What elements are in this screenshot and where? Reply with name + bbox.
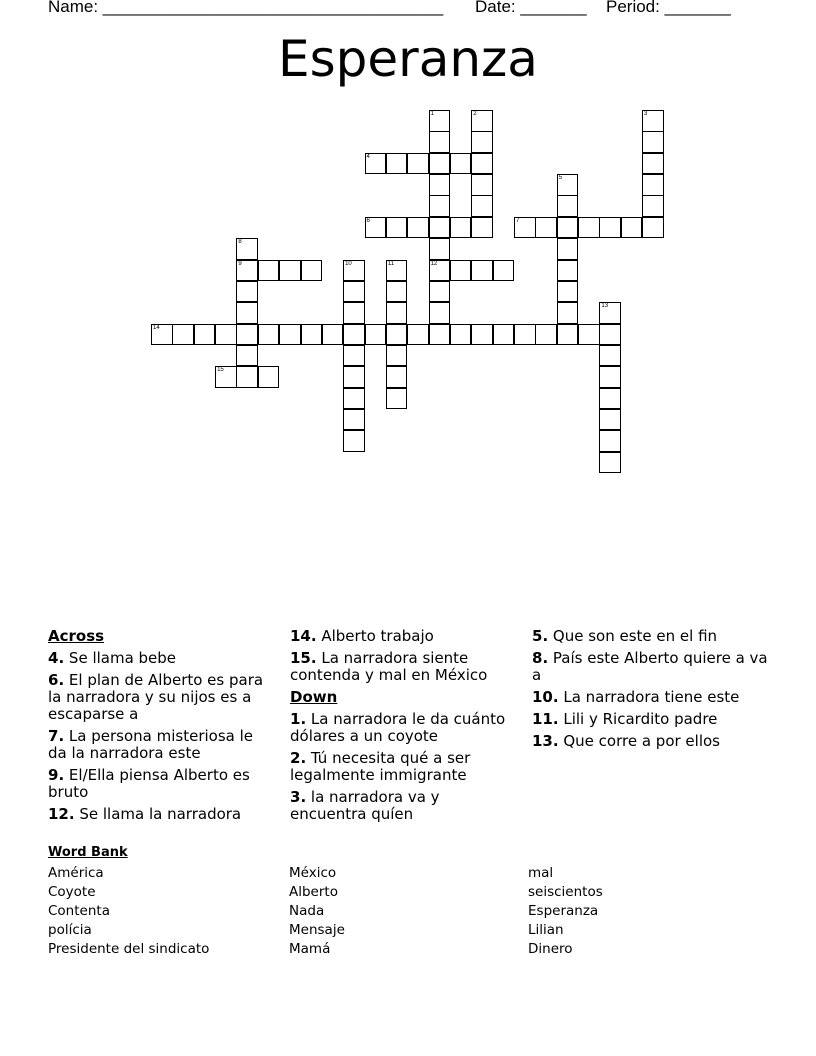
crossword-cell[interactable] [599, 345, 621, 367]
word-bank-item: Mensaje [289, 922, 345, 938]
crossword-cell[interactable] [236, 281, 258, 303]
crossword-cell[interactable] [514, 217, 536, 239]
crossword-cell[interactable] [343, 302, 365, 324]
crossword-cell[interactable] [343, 366, 365, 388]
word-bank-item: mal [528, 865, 554, 881]
crossword-cell[interactable] [429, 324, 451, 346]
crossword-cell[interactable] [215, 366, 237, 388]
crossword-cell[interactable] [343, 324, 365, 346]
crossword-cell[interactable] [386, 302, 408, 324]
crossword-cell[interactable] [343, 281, 365, 303]
word-bank-item: Esperanza [528, 903, 599, 919]
crossword-cell[interactable] [429, 110, 451, 132]
crossword-cell[interactable] [471, 195, 493, 217]
word-bank-item: Contenta [48, 903, 110, 919]
clue-down-1: 1. La narradora le da cuánto dólares a un coyote [290, 710, 506, 745]
crossword-cell[interactable] [621, 217, 643, 239]
word-bank-item: Mamá [289, 941, 331, 957]
crossword-cell[interactable] [258, 260, 280, 282]
crossword-cell[interactable] [386, 153, 408, 175]
crossword-cell[interactable] [599, 324, 621, 346]
clue-across-6: 6. El plan de Alberto es para la narradora y su nijos es a escaparse a [48, 671, 264, 723]
crossword-cell[interactable] [599, 302, 621, 324]
word-bank-item: seiscientos [528, 884, 603, 900]
crossword-cell[interactable] [429, 131, 451, 153]
crossword-cell[interactable] [194, 324, 216, 346]
clue-number: 15 [217, 367, 224, 374]
crossword-cell[interactable] [471, 217, 493, 239]
clue-number: 4 [366, 153, 370, 160]
crossword-cell[interactable] [386, 324, 408, 346]
crossword-cell[interactable] [599, 409, 621, 431]
word-bank-item: Dinero [528, 941, 573, 957]
crossword-cell[interactable] [386, 281, 408, 303]
crossword-cell[interactable] [557, 281, 579, 303]
crossword-cell[interactable] [578, 217, 600, 239]
crossword-cell[interactable] [258, 366, 280, 388]
crossword-cell[interactable] [365, 153, 387, 175]
clue-number: 9 [238, 260, 242, 267]
crossword-cell[interactable] [471, 174, 493, 196]
word-bank-item: polícia [48, 922, 92, 938]
crossword-cell[interactable] [236, 302, 258, 324]
crossword-cell[interactable] [557, 260, 579, 282]
crossword-cell[interactable] [599, 452, 621, 474]
crossword-cell[interactable] [151, 324, 173, 346]
crossword-cell[interactable] [493, 324, 515, 346]
crossword-cell[interactable] [386, 217, 408, 239]
clue-number: 5 [558, 175, 563, 182]
crossword-cell[interactable] [258, 324, 280, 346]
clues-column-2 [290, 628, 518, 828]
crossword-cell[interactable] [386, 388, 408, 410]
clue-across-15: 15. La narradora siente contenda y mal en México [290, 649, 488, 684]
crossword-cell[interactable] [429, 302, 451, 324]
down-heading: Down [290, 688, 338, 706]
crossword-cell[interactable] [429, 153, 451, 175]
crossword-cell[interactable] [236, 238, 258, 260]
crossword-cell[interactable] [450, 153, 472, 175]
clue-number: 3 [644, 111, 648, 117]
crossword-cell[interactable] [236, 345, 258, 367]
crossword-cell[interactable] [642, 153, 664, 175]
crossword-cell[interactable] [429, 260, 451, 282]
clue-across-4: 4. Se llama bebe [48, 649, 177, 667]
crossword-cell[interactable] [386, 345, 408, 367]
crossword-cell[interactable] [557, 238, 579, 260]
crossword-cell[interactable] [599, 388, 621, 410]
crossword-cell[interactable] [343, 260, 365, 282]
crossword-cell[interactable] [599, 430, 621, 452]
word-bank-column-3 [528, 864, 603, 959]
clue-number: 2 [473, 111, 477, 117]
word-bank-item: América [48, 865, 104, 881]
crossword-cell[interactable] [642, 110, 664, 132]
crossword-cell[interactable] [236, 260, 258, 282]
clues-column-3 [532, 628, 772, 755]
crossword-cell[interactable] [365, 217, 387, 239]
crossword-cell[interactable] [407, 153, 429, 175]
crossword-cell[interactable] [450, 324, 472, 346]
crossword-cell[interactable] [343, 345, 365, 367]
crossword-cell[interactable] [642, 195, 664, 217]
crossword-cell[interactable] [557, 174, 579, 196]
period-field-label: Period: _______ [606, 0, 731, 16]
word-bank-heading: Word Bank [48, 845, 128, 860]
clue-down-11: 11. Lili y Ricardito padre [532, 710, 718, 728]
clue-across-12: 12. Se llama la narradora [48, 805, 242, 823]
clues-column-1 [48, 628, 276, 828]
clue-across-14: 14. Alberto trabajo [290, 627, 434, 645]
crossword-cell[interactable] [407, 324, 429, 346]
crossword-cell[interactable] [493, 260, 515, 282]
word-bank-column-1 [48, 864, 209, 959]
clue-number: 12 [430, 260, 438, 267]
crossword-cell[interactable] [429, 217, 451, 239]
crossword-cell[interactable] [343, 388, 365, 410]
crossword-cell[interactable] [642, 217, 664, 239]
crossword-grid [0, 0, 816, 470]
clue-number: 1 [430, 111, 434, 117]
crossword-cell[interactable] [450, 217, 472, 239]
date-field-label: Date: _______ [475, 0, 587, 16]
crossword-cell[interactable] [578, 324, 600, 346]
clue-number: 6 [366, 217, 370, 224]
crossword-cell[interactable] [279, 324, 301, 346]
clue-across-7: 7. La persona misteriosa le da la narradora este [48, 727, 254, 762]
crossword-cell[interactable] [471, 324, 493, 346]
name-field-label: Name: ____________________________________ [48, 0, 444, 16]
crossword-cell[interactable] [599, 217, 621, 239]
word-bank-item: Alberto [289, 884, 338, 900]
crossword-cell[interactable] [557, 195, 579, 217]
clue-number: 7 [516, 217, 520, 224]
crossword-cell[interactable] [215, 324, 237, 346]
word-bank-column-2 [289, 864, 345, 959]
crossword-cell[interactable] [279, 260, 301, 282]
word-bank-item: México [289, 865, 337, 881]
crossword-cell[interactable] [514, 324, 536, 346]
clue-number: 13 [601, 303, 609, 310]
crossword-cell[interactable] [301, 324, 323, 346]
crossword-cell[interactable] [557, 324, 579, 346]
crossword-cell[interactable] [557, 217, 579, 239]
word-bank-item: Presidente del sindicato [48, 941, 210, 957]
word-bank-item: Coyote [48, 884, 96, 900]
crossword-cell[interactable] [471, 131, 493, 153]
crossword-cell[interactable] [429, 238, 451, 260]
crossword-cell[interactable] [450, 260, 472, 282]
crossword-cell[interactable] [236, 366, 258, 388]
clue-down-3: 3. la narradora va y encuentra quíen [290, 788, 440, 823]
clue-down-10: 10. La narradora tiene este [532, 688, 740, 706]
crossword-cell[interactable] [429, 195, 451, 217]
clue-number: 14 [153, 324, 160, 331]
clue-down-5: 5. Que son este en el fin [532, 627, 718, 645]
clue-number: 11 [387, 260, 395, 267]
crossword-cell[interactable] [642, 131, 664, 153]
crossword-cell[interactable] [599, 366, 621, 388]
clue-down-8: 8. País este Alberto quiere a va a [532, 649, 768, 684]
crossword-cell[interactable] [386, 366, 408, 388]
page-title: Esperanza [278, 30, 538, 88]
crossword-cell[interactable] [535, 324, 557, 346]
clue-down-13: 13. Que corre a por ellos [532, 732, 720, 750]
crossword-cell[interactable] [471, 153, 493, 175]
crossword-cell[interactable] [471, 260, 493, 282]
crossword-cell[interactable] [471, 110, 493, 132]
clue-across-9: 9. El/Ella piensa Alberto es bruto [48, 766, 250, 801]
crossword-cell[interactable] [429, 281, 451, 303]
crossword-cell[interactable] [407, 217, 429, 239]
crossword-cell[interactable] [343, 409, 365, 431]
crossword-cell[interactable] [343, 430, 365, 452]
crossword-cell[interactable] [429, 174, 451, 196]
crossword-cell[interactable] [557, 302, 579, 324]
clue-number: 10 [345, 260, 352, 267]
crossword-cell[interactable] [172, 324, 194, 346]
word-bank-item: Nada [289, 903, 325, 919]
clue-down-2: 2. Tú necesita qué a ser legalmente immigrante [290, 749, 471, 784]
crossword-cell[interactable] [642, 174, 664, 196]
crossword-cell[interactable] [535, 217, 557, 239]
crossword-cell[interactable] [322, 324, 344, 346]
crossword-cell[interactable] [365, 324, 387, 346]
crossword-cell[interactable] [236, 324, 258, 346]
across-heading: Across [48, 627, 105, 645]
crossword-cell[interactable] [301, 260, 323, 282]
clue-number: 8 [238, 239, 242, 246]
word-bank-item: Lilian [528, 922, 564, 938]
crossword-cell[interactable] [386, 260, 408, 282]
